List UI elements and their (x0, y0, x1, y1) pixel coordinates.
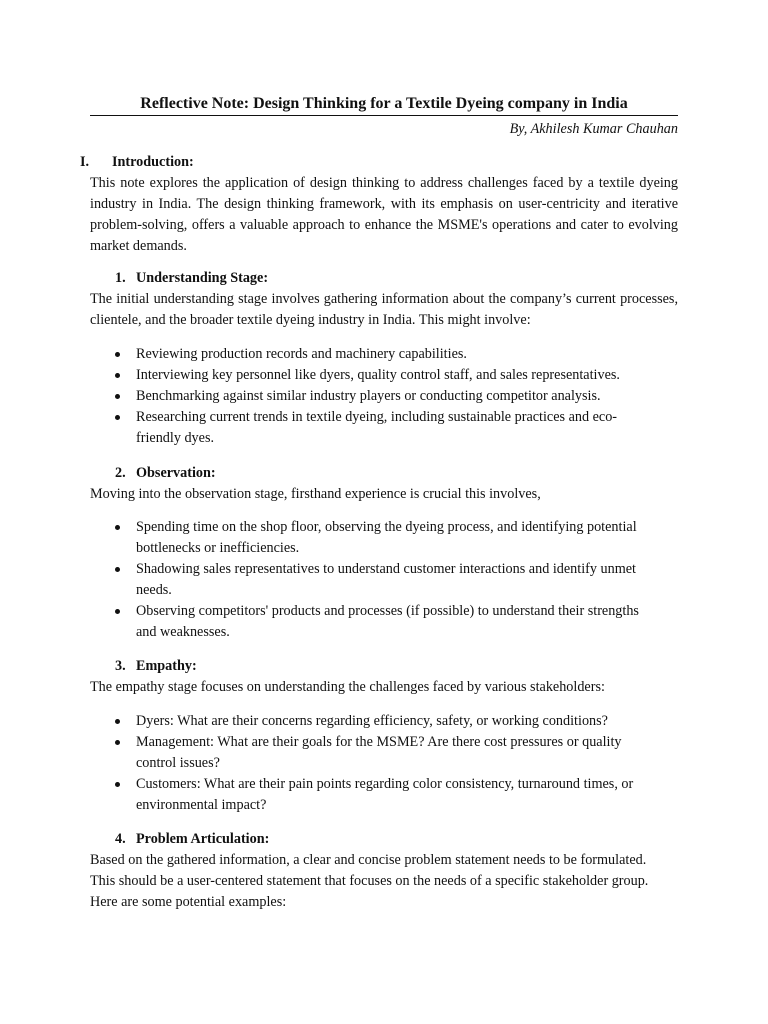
list-item (90, 344, 678, 365)
list-item (90, 711, 678, 732)
bullet-icon (115, 567, 120, 572)
list-item (90, 601, 678, 643)
document-title: Reflective Note: Design Thinking for a Textile Dyeing company in India (140, 95, 628, 112)
subsection-title: Empathy: (136, 658, 197, 674)
subsection-paragraph: The empathy stage focuses on understanding the challenges faced by various stakeholders: (90, 679, 605, 695)
list-item (90, 732, 678, 774)
subsection-heading (115, 656, 197, 677)
author-line: By, Akhilesh Kumar Chauhan (509, 121, 678, 137)
section-title: Introduction: (112, 154, 194, 170)
bullet-icon (115, 525, 120, 530)
bullet-icon (115, 352, 120, 357)
subsection-heading (115, 829, 269, 850)
bullet-list (90, 517, 678, 643)
list-item-text: Observing competitors' products and processes (if possible) to understand their strengths and weaknesses. (136, 603, 639, 640)
section-number: I. (80, 154, 90, 170)
subsection-title: Observation: (136, 465, 216, 481)
list-item-text: Dyers: What are their concerns regarding efficiency, safety, or working conditions? (136, 713, 608, 729)
bullet-icon (115, 394, 120, 399)
bullet-list (90, 711, 678, 816)
list-item-text: Benchmarking against similar industry players or conducting competitor analysis. (136, 388, 601, 404)
bullet-icon (115, 415, 120, 420)
list-item-text: Researching current trends in textile dyeing, including sustainable practices and eco-friendly dyes. (136, 409, 618, 446)
subsection-number: 4. (115, 831, 126, 847)
list-item-text: Shadowing sales representatives to understand customer interactions and identify unmet needs. (136, 561, 636, 598)
list-item-text: Customers: What are their pain points regarding color consistency, turnaround times, or environmental impact? (136, 776, 634, 813)
bullet-list (90, 344, 678, 449)
list-item-text: Management: What are their goals for the MSME? Are there cost pressures or quality control issues? (136, 734, 622, 771)
list-item (90, 774, 678, 816)
bullet-icon (115, 782, 120, 787)
subsection-title: Problem Articulation: (136, 831, 270, 847)
list-item (90, 407, 678, 449)
list-item (90, 365, 678, 386)
list-item-text: Spending time on the shop floor, observing the dyeing process, and identifying potential bottlenecks or inefficiencies. (136, 519, 637, 556)
list-item-text: Reviewing production records and machinery capabilities. (136, 346, 467, 362)
list-item (90, 559, 678, 601)
bullet-icon (115, 609, 120, 614)
subsection-heading (115, 268, 268, 289)
subsection-number: 1. (115, 270, 126, 286)
intro-paragraph: This note explores the application of design thinking to address challenges faced by a textile dyeing industry in India. The design thinking framework, with its emphasis on user-centricity and iterative problem-solving, offers a valuable approach to enhance the MSME's operations and cater to evolving market demands. (90, 175, 678, 254)
subsection-number: 2. (115, 465, 126, 481)
list-item-text: Interviewing key personnel like dyers, quality control staff, and sales representatives. (136, 367, 620, 383)
subsection-paragraph: Moving into the observation stage, firsthand experience is crucial this involves, (90, 486, 541, 502)
title-underline (90, 115, 678, 116)
subsection-title: Understanding Stage: (136, 270, 269, 286)
list-item (90, 386, 678, 407)
section-heading (80, 152, 194, 173)
subsection-heading (115, 463, 216, 484)
list-item (90, 517, 678, 559)
bullet-icon (115, 719, 120, 724)
subsection-number: 3. (115, 658, 126, 674)
bullet-icon (115, 740, 120, 745)
subsection-paragraph: The initial understanding stage involves gathering information about the company’s current processes, clientele, and the broader textile dyeing industry in India. This might involve: (90, 291, 678, 328)
bullet-icon (115, 373, 120, 378)
subsection-paragraph: Based on the gathered information, a clear and concise problem statement needs to be formulated. This should be a user-centered statement that focuses on the needs of a specific stakeholder group. Here are some potential examples: (90, 852, 649, 910)
